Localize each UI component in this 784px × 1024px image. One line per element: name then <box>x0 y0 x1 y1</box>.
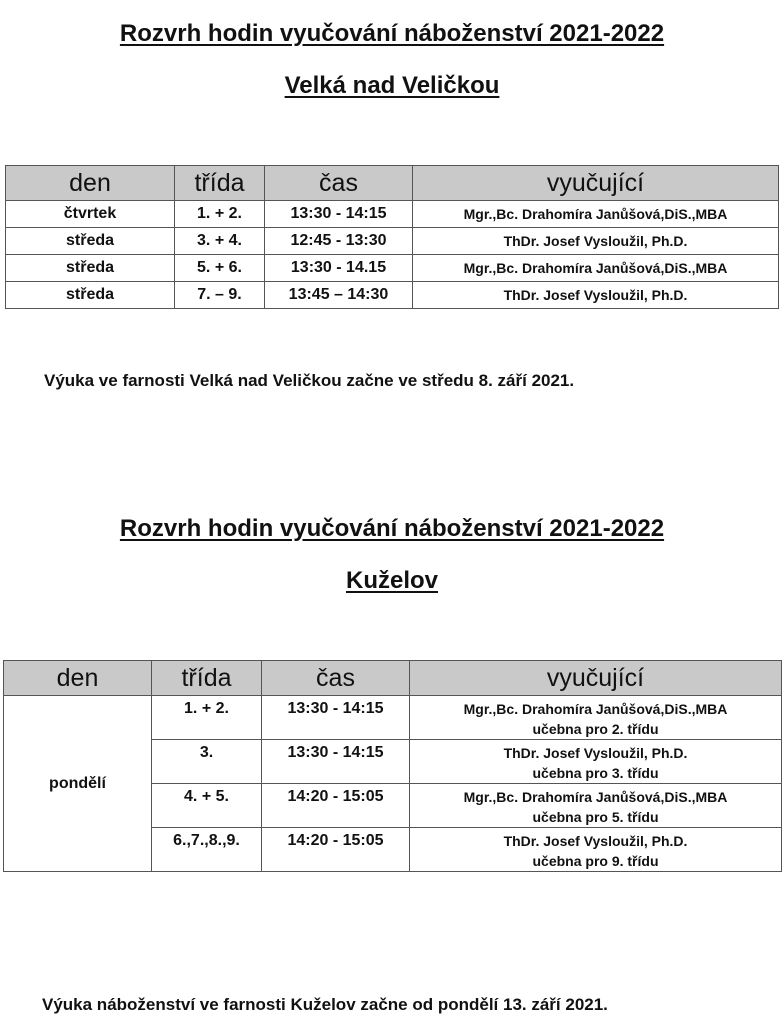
teacher-name: ThDr. Josef Vysloužil, Ph.D. <box>503 833 688 849</box>
table-row <box>6 228 779 255</box>
cell-teacher: ThDr. Josef Vysloužil, Ph.D. <box>413 282 779 309</box>
teacher-name: Mgr.,Bc. Drahomíra Janůšová,DiS.,MBA <box>463 789 728 805</box>
table-row <box>6 282 779 309</box>
classroom: učebna pro 2. třídu <box>532 721 659 737</box>
teacher-name: ThDr. Josef Vysloužil, Ph.D. <box>503 745 688 761</box>
cell-time: 13:45 – 14:30 <box>265 282 413 309</box>
section1-title: Rozvrh hodin vyučování náboženství 2021-2022 <box>119 20 665 47</box>
classroom: učebna pro 3. třídu <box>532 765 659 781</box>
section2-parish: Kuželov <box>345 567 438 594</box>
cell-time: 13:30 - 14:15 <box>265 201 413 228</box>
schedule-table-kuzelov <box>3 660 782 872</box>
cell-class: 7. – 9. <box>175 282 265 309</box>
cell-day: pondělí <box>4 696 152 872</box>
cell-teacher <box>410 784 782 828</box>
cell-class: 1. + 2. <box>152 696 262 740</box>
cell-teacher <box>410 740 782 784</box>
header-day: den <box>6 166 175 201</box>
cell-day: čtvrtek <box>6 201 175 228</box>
cell-class: 6.,7.,8.,9. <box>152 828 262 872</box>
cell-teacher <box>410 696 782 740</box>
cell-class: 3. + 4. <box>175 228 265 255</box>
section1-parish: Velká nad Veličkou <box>284 72 500 99</box>
cell-day: středa <box>6 255 175 282</box>
cell-class: 4. + 5. <box>152 784 262 828</box>
cell-time: 14:20 - 15:05 <box>262 828 410 872</box>
cell-time: 13:30 - 14:15 <box>262 740 410 784</box>
header-class: třída <box>152 661 262 696</box>
section1-start-note: Výuka ve farnosti Velká nad Veličkou začne ve středu 8. září 2021. <box>44 371 575 390</box>
cell-teacher: Mgr.,Bc. Drahomíra Janůšová,DiS.,MBA <box>413 255 779 282</box>
cell-teacher <box>410 828 782 872</box>
cell-teacher: ThDr. Josef Vysloužil, Ph.D. <box>413 228 779 255</box>
cell-class: 3. <box>152 740 262 784</box>
header-teacher: vyučující <box>413 166 779 201</box>
cell-class: 5. + 6. <box>175 255 265 282</box>
header-class: třída <box>175 166 265 201</box>
cell-class: 1. + 2. <box>175 201 265 228</box>
cell-time: 12:45 - 13:30 <box>265 228 413 255</box>
cell-day: středa <box>6 228 175 255</box>
section2-title: Rozvrh hodin vyučování náboženství 2021-2022 <box>119 515 665 542</box>
classroom: učebna pro 5. třídu <box>532 809 659 825</box>
classroom: učebna pro 9. třídu <box>532 853 659 869</box>
table-row <box>4 696 782 740</box>
cell-time: 14:20 - 15:05 <box>262 784 410 828</box>
schedule-table-velka <box>5 165 779 309</box>
header-teacher: vyučující <box>410 661 782 696</box>
cell-time: 13:30 - 14.15 <box>265 255 413 282</box>
table-row <box>6 201 779 228</box>
table-header-row <box>6 166 779 201</box>
section2-start-note: Výuka náboženství ve farnosti Kuželov začne od pondělí 13. září 2021. <box>42 995 608 1014</box>
cell-time: 13:30 - 14:15 <box>262 696 410 740</box>
header-time: čas <box>265 166 413 201</box>
cell-teacher: Mgr.,Bc. Drahomíra Janůšová,DiS.,MBA <box>413 201 779 228</box>
table-header-row <box>4 661 782 696</box>
table-row <box>6 255 779 282</box>
header-day: den <box>4 661 152 696</box>
cell-day: středa <box>6 282 175 309</box>
teacher-name: Mgr.,Bc. Drahomíra Janůšová,DiS.,MBA <box>463 701 728 717</box>
header-time: čas <box>262 661 410 696</box>
